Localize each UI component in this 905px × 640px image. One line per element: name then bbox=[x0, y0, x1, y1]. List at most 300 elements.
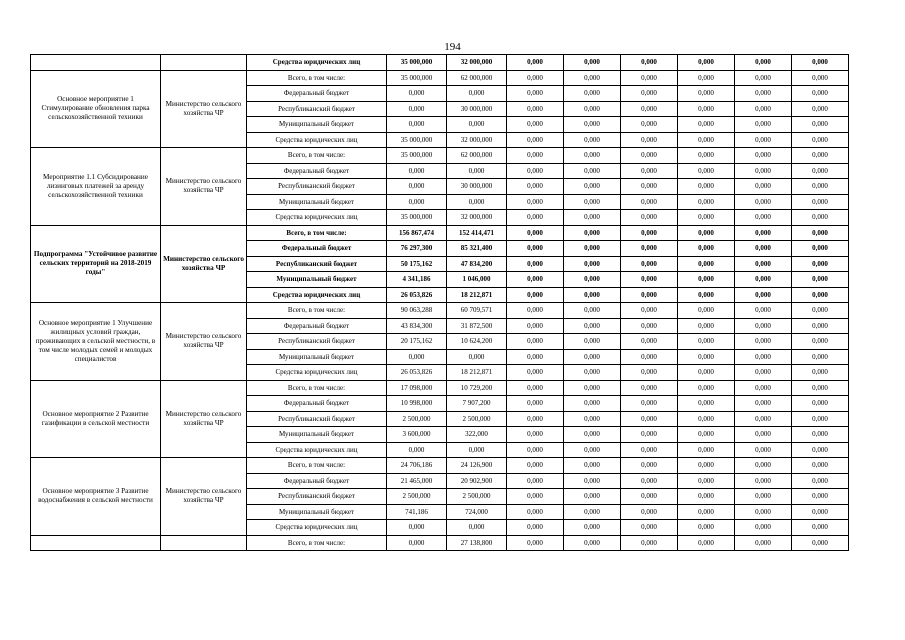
value-cell: 0,000 bbox=[678, 117, 735, 133]
funding-source-cell: Всего, в том числе: bbox=[247, 225, 387, 241]
value-cell: 0,000 bbox=[621, 179, 678, 195]
value-cell: 0,000 bbox=[621, 55, 678, 71]
value-cell: 0,000 bbox=[507, 272, 564, 288]
value-cell: 0,000 bbox=[621, 303, 678, 319]
funding-source-cell: Муниципальный бюджет bbox=[247, 349, 387, 365]
ministry-cell bbox=[161, 535, 247, 551]
value-cell: 0,000 bbox=[564, 504, 621, 520]
value-cell: 0,000 bbox=[387, 101, 447, 117]
value-cell: 0,000 bbox=[792, 504, 849, 520]
ministry-cell: Министерство сельского хозяйства ЧР bbox=[161, 225, 247, 303]
value-cell: 0,000 bbox=[621, 489, 678, 505]
funding-source-cell: Муниципальный бюджет bbox=[247, 427, 387, 443]
value-cell: 0,000 bbox=[564, 256, 621, 272]
value-cell: 0,000 bbox=[447, 194, 507, 210]
value-cell: 0,000 bbox=[678, 473, 735, 489]
value-cell: 0,000 bbox=[792, 535, 849, 551]
value-cell: 0,000 bbox=[735, 287, 792, 303]
value-cell: 0,000 bbox=[507, 365, 564, 381]
value-cell: 0,000 bbox=[678, 210, 735, 226]
table-row bbox=[31, 458, 849, 474]
value-cell: 0,000 bbox=[792, 489, 849, 505]
funding-source-cell: Федеральный бюджет bbox=[247, 473, 387, 489]
value-cell: 0,000 bbox=[507, 473, 564, 489]
value-cell: 0,000 bbox=[564, 442, 621, 458]
value-cell: 0,000 bbox=[507, 334, 564, 350]
value-cell: 43 834,300 bbox=[387, 318, 447, 334]
value-cell: 0,000 bbox=[792, 458, 849, 474]
value-cell: 20 902,900 bbox=[447, 473, 507, 489]
value-cell: 0,000 bbox=[621, 520, 678, 536]
funding-source-cell: Средства юридических лиц bbox=[247, 442, 387, 458]
table-row bbox=[31, 148, 849, 164]
value-cell: 0,000 bbox=[792, 117, 849, 133]
value-cell: 32 000,000 bbox=[447, 132, 507, 148]
value-cell: 0,000 bbox=[735, 179, 792, 195]
value-cell: 0,000 bbox=[792, 349, 849, 365]
value-cell: 0,000 bbox=[387, 86, 447, 102]
value-cell: 0,000 bbox=[387, 117, 447, 133]
value-cell: 741,186 bbox=[387, 504, 447, 520]
value-cell: 0,000 bbox=[564, 411, 621, 427]
value-cell: 0,000 bbox=[792, 148, 849, 164]
value-cell: 0,000 bbox=[387, 520, 447, 536]
table-row bbox=[31, 55, 849, 71]
funding-source-cell: Муниципальный бюджет bbox=[247, 194, 387, 210]
value-cell: 0,000 bbox=[735, 489, 792, 505]
value-cell: 0,000 bbox=[621, 210, 678, 226]
value-cell: 0,000 bbox=[678, 272, 735, 288]
value-cell: 0,000 bbox=[792, 520, 849, 536]
ministry-cell: Министерство сельского хозяйства ЧР bbox=[161, 148, 247, 226]
funding-source-cell: Средства юридических лиц bbox=[247, 520, 387, 536]
value-cell: 0,000 bbox=[678, 489, 735, 505]
value-cell: 0,000 bbox=[678, 349, 735, 365]
value-cell: 0,000 bbox=[507, 101, 564, 117]
value-cell: 0,000 bbox=[678, 241, 735, 257]
value-cell: 0,000 bbox=[621, 411, 678, 427]
value-cell: 0,000 bbox=[792, 365, 849, 381]
value-cell: 0,000 bbox=[507, 458, 564, 474]
value-cell: 0,000 bbox=[735, 55, 792, 71]
value-cell: 0,000 bbox=[792, 442, 849, 458]
value-cell: 0,000 bbox=[735, 504, 792, 520]
value-cell: 0,000 bbox=[564, 148, 621, 164]
value-cell: 24 126,900 bbox=[447, 458, 507, 474]
value-cell: 0,000 bbox=[735, 117, 792, 133]
value-cell: 35 000,000 bbox=[387, 132, 447, 148]
value-cell: 60 709,571 bbox=[447, 303, 507, 319]
value-cell: 0,000 bbox=[507, 179, 564, 195]
funding-source-cell: Всего, в том числе: bbox=[247, 303, 387, 319]
value-cell: 50 175,162 bbox=[387, 256, 447, 272]
value-cell: 0,000 bbox=[507, 411, 564, 427]
value-cell: 0,000 bbox=[507, 210, 564, 226]
value-cell: 0,000 bbox=[678, 163, 735, 179]
value-cell: 0,000 bbox=[621, 334, 678, 350]
ministry-cell: Министерство сельского хозяйства ЧР bbox=[161, 70, 247, 148]
value-cell: 62 000,000 bbox=[447, 148, 507, 164]
value-cell: 20 175,162 bbox=[387, 334, 447, 350]
value-cell: 0,000 bbox=[564, 70, 621, 86]
value-cell: 35 000,000 bbox=[387, 210, 447, 226]
program-name-cell bbox=[31, 55, 161, 71]
value-cell: 0,000 bbox=[792, 396, 849, 412]
value-cell: 0,000 bbox=[792, 179, 849, 195]
value-cell: 0,000 bbox=[678, 179, 735, 195]
ministry-cell bbox=[161, 55, 247, 71]
value-cell: 0,000 bbox=[678, 504, 735, 520]
value-cell: 31 872,500 bbox=[447, 318, 507, 334]
value-cell: 0,000 bbox=[792, 287, 849, 303]
value-cell: 0,000 bbox=[564, 55, 621, 71]
funding-source-cell: Муниципальный бюджет bbox=[247, 117, 387, 133]
funding-source-cell: Федеральный бюджет bbox=[247, 318, 387, 334]
value-cell: 0,000 bbox=[792, 272, 849, 288]
value-cell: 2 500,000 bbox=[447, 411, 507, 427]
value-cell: 0,000 bbox=[507, 132, 564, 148]
value-cell: 0,000 bbox=[507, 86, 564, 102]
value-cell: 0,000 bbox=[678, 458, 735, 474]
value-cell: 0,000 bbox=[735, 535, 792, 551]
value-cell: 0,000 bbox=[564, 241, 621, 257]
value-cell: 0,000 bbox=[564, 473, 621, 489]
value-cell: 0,000 bbox=[792, 473, 849, 489]
value-cell: 0,000 bbox=[447, 520, 507, 536]
value-cell: 18 212,871 bbox=[447, 365, 507, 381]
value-cell: 0,000 bbox=[621, 473, 678, 489]
value-cell: 0,000 bbox=[507, 504, 564, 520]
value-cell: 0,000 bbox=[564, 520, 621, 536]
program-name-cell bbox=[31, 535, 161, 551]
value-cell: 21 465,000 bbox=[387, 473, 447, 489]
value-cell: 0,000 bbox=[735, 365, 792, 381]
value-cell: 0,000 bbox=[678, 380, 735, 396]
value-cell: 0,000 bbox=[735, 380, 792, 396]
value-cell: 0,000 bbox=[735, 210, 792, 226]
value-cell: 0,000 bbox=[564, 365, 621, 381]
value-cell: 0,000 bbox=[792, 210, 849, 226]
value-cell: 0,000 bbox=[678, 396, 735, 412]
value-cell: 0,000 bbox=[564, 489, 621, 505]
table-row bbox=[31, 225, 849, 241]
value-cell: 0,000 bbox=[447, 442, 507, 458]
value-cell: 62 000,000 bbox=[447, 70, 507, 86]
value-cell: 0,000 bbox=[678, 411, 735, 427]
value-cell: 0,000 bbox=[564, 86, 621, 102]
value-cell: 0,000 bbox=[735, 101, 792, 117]
value-cell: 0,000 bbox=[621, 148, 678, 164]
value-cell: 35 000,000 bbox=[387, 70, 447, 86]
value-cell: 0,000 bbox=[564, 303, 621, 319]
value-cell: 0,000 bbox=[792, 303, 849, 319]
value-cell: 0,000 bbox=[735, 163, 792, 179]
value-cell: 0,000 bbox=[564, 396, 621, 412]
value-cell: 0,000 bbox=[621, 117, 678, 133]
value-cell: 0,000 bbox=[447, 117, 507, 133]
value-cell: 0,000 bbox=[564, 163, 621, 179]
value-cell: 0,000 bbox=[678, 442, 735, 458]
value-cell: 3 600,000 bbox=[387, 427, 447, 443]
value-cell: 2 500,000 bbox=[447, 489, 507, 505]
value-cell: 0,000 bbox=[735, 272, 792, 288]
value-cell: 0,000 bbox=[621, 272, 678, 288]
value-cell: 0,000 bbox=[387, 535, 447, 551]
value-cell: 0,000 bbox=[792, 86, 849, 102]
funding-source-cell: Всего, в том числе: bbox=[247, 380, 387, 396]
value-cell: 0,000 bbox=[792, 256, 849, 272]
funding-source-cell: Федеральный бюджет bbox=[247, 86, 387, 102]
value-cell: 0,000 bbox=[447, 349, 507, 365]
value-cell: 0,000 bbox=[387, 349, 447, 365]
value-cell: 0,000 bbox=[564, 458, 621, 474]
value-cell: 0,000 bbox=[735, 458, 792, 474]
value-cell: 0,000 bbox=[792, 380, 849, 396]
funding-source-cell: Федеральный бюджет bbox=[247, 241, 387, 257]
value-cell: 0,000 bbox=[678, 334, 735, 350]
value-cell: 0,000 bbox=[387, 163, 447, 179]
value-cell: 0,000 bbox=[678, 70, 735, 86]
value-cell: 0,000 bbox=[678, 520, 735, 536]
value-cell: 32 000,000 bbox=[447, 210, 507, 226]
value-cell: 0,000 bbox=[507, 148, 564, 164]
value-cell: 0,000 bbox=[735, 225, 792, 241]
value-cell: 0,000 bbox=[792, 194, 849, 210]
value-cell: 0,000 bbox=[621, 442, 678, 458]
value-cell: 0,000 bbox=[678, 148, 735, 164]
value-cell: 0,000 bbox=[564, 101, 621, 117]
value-cell: 0,000 bbox=[735, 318, 792, 334]
value-cell: 0,000 bbox=[507, 117, 564, 133]
funding-source-cell: Всего, в том числе: bbox=[247, 535, 387, 551]
value-cell: 0,000 bbox=[678, 55, 735, 71]
funding-source-cell: Средства юридических лиц bbox=[247, 365, 387, 381]
value-cell: 47 834,200 bbox=[447, 256, 507, 272]
value-cell: 0,000 bbox=[792, 163, 849, 179]
value-cell: 30 000,000 bbox=[447, 101, 507, 117]
funding-source-cell: Средства юридических лиц bbox=[247, 287, 387, 303]
value-cell: 0,000 bbox=[564, 117, 621, 133]
value-cell: 0,000 bbox=[735, 334, 792, 350]
value-cell: 0,000 bbox=[735, 349, 792, 365]
value-cell: 0,000 bbox=[735, 70, 792, 86]
value-cell: 0,000 bbox=[507, 442, 564, 458]
value-cell: 0,000 bbox=[792, 225, 849, 241]
value-cell: 0,000 bbox=[564, 287, 621, 303]
value-cell: 0,000 bbox=[735, 256, 792, 272]
value-cell: 0,000 bbox=[507, 427, 564, 443]
funding-source-cell: Средства юридических лиц bbox=[247, 55, 387, 71]
value-cell: 2 500,000 bbox=[387, 411, 447, 427]
table-row bbox=[31, 535, 849, 551]
value-cell: 0,000 bbox=[564, 427, 621, 443]
value-cell: 0,000 bbox=[564, 225, 621, 241]
value-cell: 0,000 bbox=[792, 411, 849, 427]
value-cell: 0,000 bbox=[792, 241, 849, 257]
value-cell: 0,000 bbox=[735, 132, 792, 148]
value-cell: 0,000 bbox=[678, 303, 735, 319]
funding-source-cell: Всего, в том числе: bbox=[247, 70, 387, 86]
value-cell: 10 729,200 bbox=[447, 380, 507, 396]
value-cell: 0,000 bbox=[621, 194, 678, 210]
funding-source-cell: Муниципальный бюджет bbox=[247, 504, 387, 520]
value-cell: 0,000 bbox=[792, 132, 849, 148]
value-cell: 0,000 bbox=[678, 101, 735, 117]
value-cell: 0,000 bbox=[792, 101, 849, 117]
value-cell: 0,000 bbox=[564, 318, 621, 334]
value-cell: 7 907,200 bbox=[447, 396, 507, 412]
value-cell: 0,000 bbox=[735, 411, 792, 427]
funding-source-cell: Республиканский бюджет bbox=[247, 411, 387, 427]
budget-table bbox=[30, 54, 849, 551]
value-cell: 0,000 bbox=[621, 241, 678, 257]
value-cell: 26 053,826 bbox=[387, 287, 447, 303]
value-cell: 0,000 bbox=[792, 427, 849, 443]
value-cell: 0,000 bbox=[507, 55, 564, 71]
value-cell: 0,000 bbox=[735, 303, 792, 319]
value-cell: 32 000,000 bbox=[447, 55, 507, 71]
value-cell: 0,000 bbox=[621, 287, 678, 303]
value-cell: 85 321,400 bbox=[447, 241, 507, 257]
value-cell: 0,000 bbox=[564, 535, 621, 551]
value-cell: 0,000 bbox=[447, 86, 507, 102]
value-cell: 0,000 bbox=[735, 442, 792, 458]
value-cell: 0,000 bbox=[621, 458, 678, 474]
funding-source-cell: Федеральный бюджет bbox=[247, 163, 387, 179]
value-cell: 0,000 bbox=[621, 349, 678, 365]
table-row bbox=[31, 380, 849, 396]
value-cell: 0,000 bbox=[678, 86, 735, 102]
value-cell: 0,000 bbox=[507, 256, 564, 272]
value-cell: 0,000 bbox=[735, 520, 792, 536]
value-cell: 0,000 bbox=[621, 101, 678, 117]
value-cell: 2 500,000 bbox=[387, 489, 447, 505]
funding-source-cell: Республиканский бюджет bbox=[247, 334, 387, 350]
value-cell: 152 414,471 bbox=[447, 225, 507, 241]
value-cell: 0,000 bbox=[735, 148, 792, 164]
value-cell: 0,000 bbox=[387, 194, 447, 210]
value-cell: 0,000 bbox=[621, 504, 678, 520]
value-cell: 0,000 bbox=[621, 163, 678, 179]
value-cell: 27 138,800 bbox=[447, 535, 507, 551]
funding-source-cell: Федеральный бюджет bbox=[247, 396, 387, 412]
value-cell: 0,000 bbox=[621, 318, 678, 334]
value-cell: 0,000 bbox=[564, 349, 621, 365]
value-cell: 0,000 bbox=[735, 427, 792, 443]
value-cell: 0,000 bbox=[621, 225, 678, 241]
value-cell: 0,000 bbox=[621, 380, 678, 396]
program-name-cell: Основное мероприятие 1 Стимулирование обновления парка сельскохозяйственной техники bbox=[31, 70, 161, 148]
funding-source-cell: Средства юридических лиц bbox=[247, 132, 387, 148]
value-cell: 0,000 bbox=[507, 535, 564, 551]
value-cell: 0,000 bbox=[507, 70, 564, 86]
value-cell: 0,000 bbox=[678, 132, 735, 148]
value-cell: 0,000 bbox=[678, 365, 735, 381]
value-cell: 17 098,000 bbox=[387, 380, 447, 396]
value-cell: 30 000,000 bbox=[447, 179, 507, 195]
table-row bbox=[31, 70, 849, 86]
value-cell: 0,000 bbox=[678, 318, 735, 334]
value-cell: 0,000 bbox=[507, 225, 564, 241]
funding-source-cell: Республиканский бюджет bbox=[247, 179, 387, 195]
value-cell: 322,000 bbox=[447, 427, 507, 443]
value-cell: 0,000 bbox=[507, 380, 564, 396]
value-cell: 0,000 bbox=[564, 334, 621, 350]
value-cell: 0,000 bbox=[678, 194, 735, 210]
value-cell: 0,000 bbox=[507, 520, 564, 536]
value-cell: 0,000 bbox=[621, 365, 678, 381]
value-cell: 0,000 bbox=[507, 163, 564, 179]
funding-source-cell: Всего, в том числе: bbox=[247, 458, 387, 474]
value-cell: 0,000 bbox=[678, 427, 735, 443]
ministry-cell: Министерство сельского хозяйства ЧР bbox=[161, 380, 247, 458]
funding-source-cell: Всего, в том числе: bbox=[247, 148, 387, 164]
value-cell: 0,000 bbox=[507, 287, 564, 303]
value-cell: 0,000 bbox=[507, 303, 564, 319]
table-row bbox=[31, 303, 849, 319]
value-cell: 18 212,871 bbox=[447, 287, 507, 303]
value-cell: 0,000 bbox=[564, 194, 621, 210]
value-cell: 35 000,000 bbox=[387, 148, 447, 164]
value-cell: 156 867,474 bbox=[387, 225, 447, 241]
value-cell: 10 624,200 bbox=[447, 334, 507, 350]
value-cell: 0,000 bbox=[678, 287, 735, 303]
value-cell: 10 998,000 bbox=[387, 396, 447, 412]
value-cell: 0,000 bbox=[678, 225, 735, 241]
value-cell: 0,000 bbox=[735, 473, 792, 489]
value-cell: 0,000 bbox=[735, 241, 792, 257]
program-name-cell: Основное мероприятие 3 Развитие водоснабжения в сельской местности bbox=[31, 458, 161, 536]
value-cell: 0,000 bbox=[621, 86, 678, 102]
value-cell: 0,000 bbox=[507, 241, 564, 257]
value-cell: 0,000 bbox=[564, 272, 621, 288]
value-cell: 0,000 bbox=[507, 194, 564, 210]
value-cell: 90 063,288 bbox=[387, 303, 447, 319]
funding-source-cell: Республиканский бюджет bbox=[247, 256, 387, 272]
budget-table-body bbox=[31, 55, 849, 551]
value-cell: 0,000 bbox=[507, 318, 564, 334]
value-cell: 0,000 bbox=[735, 194, 792, 210]
value-cell: 0,000 bbox=[621, 132, 678, 148]
value-cell: 0,000 bbox=[507, 396, 564, 412]
funding-source-cell: Республиканский бюджет bbox=[247, 101, 387, 117]
value-cell: 0,000 bbox=[678, 535, 735, 551]
value-cell: 0,000 bbox=[621, 256, 678, 272]
value-cell: 0,000 bbox=[621, 535, 678, 551]
value-cell: 0,000 bbox=[621, 70, 678, 86]
program-name-cell: Мероприятие 1.1 Субсидирование лизинговых платежей за аренду сельскохозяйственной техники bbox=[31, 148, 161, 226]
value-cell: 0,000 bbox=[792, 55, 849, 71]
value-cell: 0,000 bbox=[792, 318, 849, 334]
value-cell: 0,000 bbox=[678, 256, 735, 272]
program-name-cell: Основное мероприятие 1 Улучшение жилищных условий граждан, проживающих в сельской местности, в том числе молодых семей и молодых специалистов bbox=[31, 303, 161, 381]
value-cell: 0,000 bbox=[792, 70, 849, 86]
funding-source-cell: Муниципальный бюджет bbox=[247, 272, 387, 288]
value-cell: 0,000 bbox=[507, 489, 564, 505]
ministry-cell: Министерство сельского хозяйства ЧР bbox=[161, 458, 247, 536]
value-cell: 0,000 bbox=[564, 179, 621, 195]
value-cell: 0,000 bbox=[735, 86, 792, 102]
value-cell: 0,000 bbox=[792, 334, 849, 350]
program-name-cell: Основное мероприятие 2 Развитие газификации в сельской местности bbox=[31, 380, 161, 458]
value-cell: 0,000 bbox=[564, 132, 621, 148]
value-cell: 24 706,186 bbox=[387, 458, 447, 474]
value-cell: 0,000 bbox=[621, 427, 678, 443]
funding-source-cell: Средства юридических лиц bbox=[247, 210, 387, 226]
value-cell: 35 000,000 bbox=[387, 55, 447, 71]
page-number: 194 bbox=[444, 41, 461, 53]
value-cell: 26 053,826 bbox=[387, 365, 447, 381]
